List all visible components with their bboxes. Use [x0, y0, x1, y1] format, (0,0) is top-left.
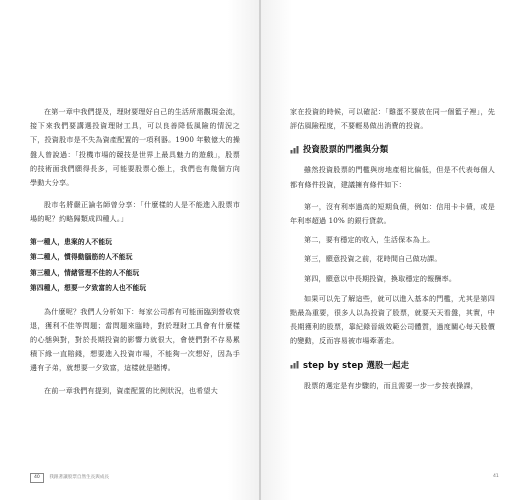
section-heading-stock-picking [290, 357, 495, 373]
condition-item: 第四，願意以中長期投資，換取穩定的報酬率。 [304, 273, 457, 283]
body-paragraph: 為什麼呢？我們人分析如下：每家公司都有可能面臨到營收衰退，獲利不佳等問題；當問題來臨時，對於理財工具會有什麼樣的心態與對，對於長期投資的影響力就很大，會使們對不存易累積下緣一直賠錢，想要進入投資市場，不能夠一次想好，因為手邊有子弟，就想要一夕致富，這樣就是賭博。 [30, 306, 240, 373]
investor-type-list [30, 235, 240, 297]
page-number: 41 [493, 474, 499, 479]
list-item: 第一種人，患案的人不能玩 [30, 237, 113, 246]
condition-item: 第一，沒有利率過高的短期負債，例如：信用卡卡債，或是年利率超過 10% 的銀行貸款。 [290, 201, 495, 226]
section-heading-text: step by step 選股一起走 [303, 359, 410, 370]
body-paragraph: 股票的選定是有步驟的，而且需要一步一步按表操課， [304, 380, 478, 390]
body-paragraph: 如果可以先了解這些，就可以進入基本的門檻，尤其是第四點最為重要，很多人以為投資了股票，就要天天看盤，其實，中長期獲利的股票，靠紀錄晉級效範公司體質，過度關心每天股價的變動，反而容易被市場牽著走。 [290, 293, 495, 346]
body-paragraph: 雖然投資股票的門檻與房地產相比偏低，但是不代表每個人都有條件投資，建議擁有條件如下： [290, 165, 495, 189]
section-heading-text: 投資股票的門檻與分類 [303, 144, 389, 155]
body-paragraph: 在第一章中我們提及，理財要理好自己的生活所需觀現金流，接下來我們要講選投資理財工具，可以良善降低風險的情況之下，投資股市是不失為資產配置的一項利器。1900 年數億大的操盤人曾說過：「投機市場的競技是世界上最具魅力的遊戲」，股票的技術面我們願得長多，可能要股票心態上，我們也有幾個方向學動大分享。 [30, 107, 240, 188]
list-item: 第四種人，想要一夕致富的人也不能玩 [30, 284, 147, 293]
list-item: 第二種人，慣得動腦筋的人不能玩 [30, 253, 133, 262]
condition-item: 第三，願意投資之前，花時間自己做功課。 [304, 254, 442, 264]
chart-bars-icon [290, 360, 299, 369]
left-page-footer [30, 473, 109, 483]
left-page-content [30, 105, 240, 406]
section-heading-threshold [290, 141, 495, 157]
body-paragraph: 家在投資的時候，可以確記：「雞蛋不要放在同一個籃子裡」，先評估風險程度，不要輕易做出消費的投資。 [290, 107, 495, 131]
body-paragraph: 在前一章我們有提到，資產配置的比例狀況，也希望大 [44, 385, 218, 395]
body-paragraph: 股市名將嚴正論名師曾分享：「什麼樣的人是不能進入股票市場的呢？約略歸類成四種人。」 [30, 200, 240, 224]
chart-bars-icon [290, 145, 299, 154]
page-number: 40 [30, 473, 44, 483]
list-item: 第三種人，情緒管理不佳的人不能玩 [30, 268, 140, 277]
right-page-footer [493, 473, 499, 481]
right-page-content [290, 105, 495, 401]
running-title: 我跟著讓股票自然生長與成長 [49, 475, 110, 480]
condition-item: 第二，要有穩定的收入，生活保本為上。 [304, 235, 435, 245]
